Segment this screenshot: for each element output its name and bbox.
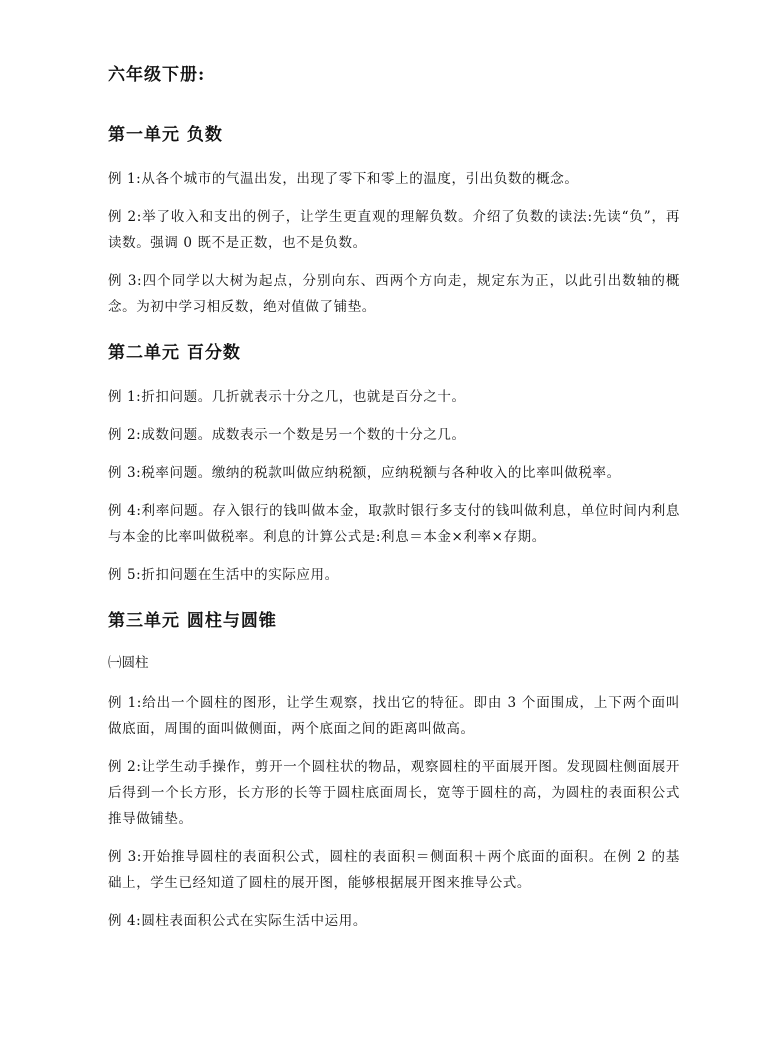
unit-2-example-3: 例 3:税率问题。缴纳的税款叫做应纳税额，应纳税额与各种收入的比率叫做税率。 <box>108 465 621 481</box>
unit-2-example-1: 例 1:折扣问题。几折就表示十分之几，也就是百分之十。 <box>108 389 466 405</box>
unit-3-section <box>108 608 680 934</box>
unit-3-example-3: 例 3:开始推导圆柱的表面积公式，圆柱的表面积＝侧面积＋两个底面的面积。在例 2 的基础上，学生已经知道了圆柱的展开图，能够根据展开图来推导公式。 <box>108 849 680 891</box>
unit-2-example-4: 例 4:利率问题。存入银行的钱叫做本金，取款时银行多支付的钱叫做利息，单位时间内利息与本金的比率叫做税率。利息的计算公式是:利息＝本金×利率×存期。 <box>108 503 680 545</box>
unit-3-example-2: 例 2:让学生动手操作，剪开一个圆柱状的物品，观察圆柱的平面展开图。发现圆柱侧面展开后得到一个长方形，长方形的长等于圆柱底面周长，宽等于圆柱的高，为圆柱的表面积公式推导做铺垫。 <box>108 759 680 827</box>
unit-1-example-3: 例 3:四个同学以大树为起点，分别向东、西两个方向走，规定东为正，以此引出数轴的概念。为初中学习相反数，绝对值做了铺垫。 <box>108 273 680 315</box>
unit-2-example-5: 例 5:折扣问题在生活中的实际应用。 <box>108 567 339 583</box>
document-title: 六年级下册: <box>108 65 206 85</box>
unit-1-section <box>108 122 680 320</box>
unit-3-title: 第三单元 圆柱与圆锥 <box>108 611 277 631</box>
unit-2-title: 第二单元 百分数 <box>108 343 241 363</box>
unit-2-example-2: 例 2:成数问题。成数表示一个数是另一个数的十分之几。 <box>108 427 466 443</box>
unit-3-subtitle: ㈠圆柱 <box>108 655 149 671</box>
unit-1-title: 第一单元 负数 <box>108 125 223 145</box>
unit-1-example-2: 例 2:举了收入和支出的例子，让学生更直观的理解负数。介绍了负数的读法:先读“负”，再读数。强调 0 既不是正数，也不是负数。 <box>108 209 680 251</box>
unit-3-example-4: 例 4:圆柱表面积公式在实际生活中运用。 <box>108 913 367 929</box>
unit-1-example-1: 例 1:从各个城市的气温出发，出现了零下和零上的温度，引出负数的概念。 <box>108 171 579 187</box>
unit-3-example-1: 例 1:给出一个圆柱的图形，让学生观察，找出它的特征。即由 3 个面围成，上下两个面叫做底面，周围的面叫做侧面，两个底面之间的距离叫做高。 <box>108 695 680 737</box>
unit-2-section <box>108 340 680 588</box>
